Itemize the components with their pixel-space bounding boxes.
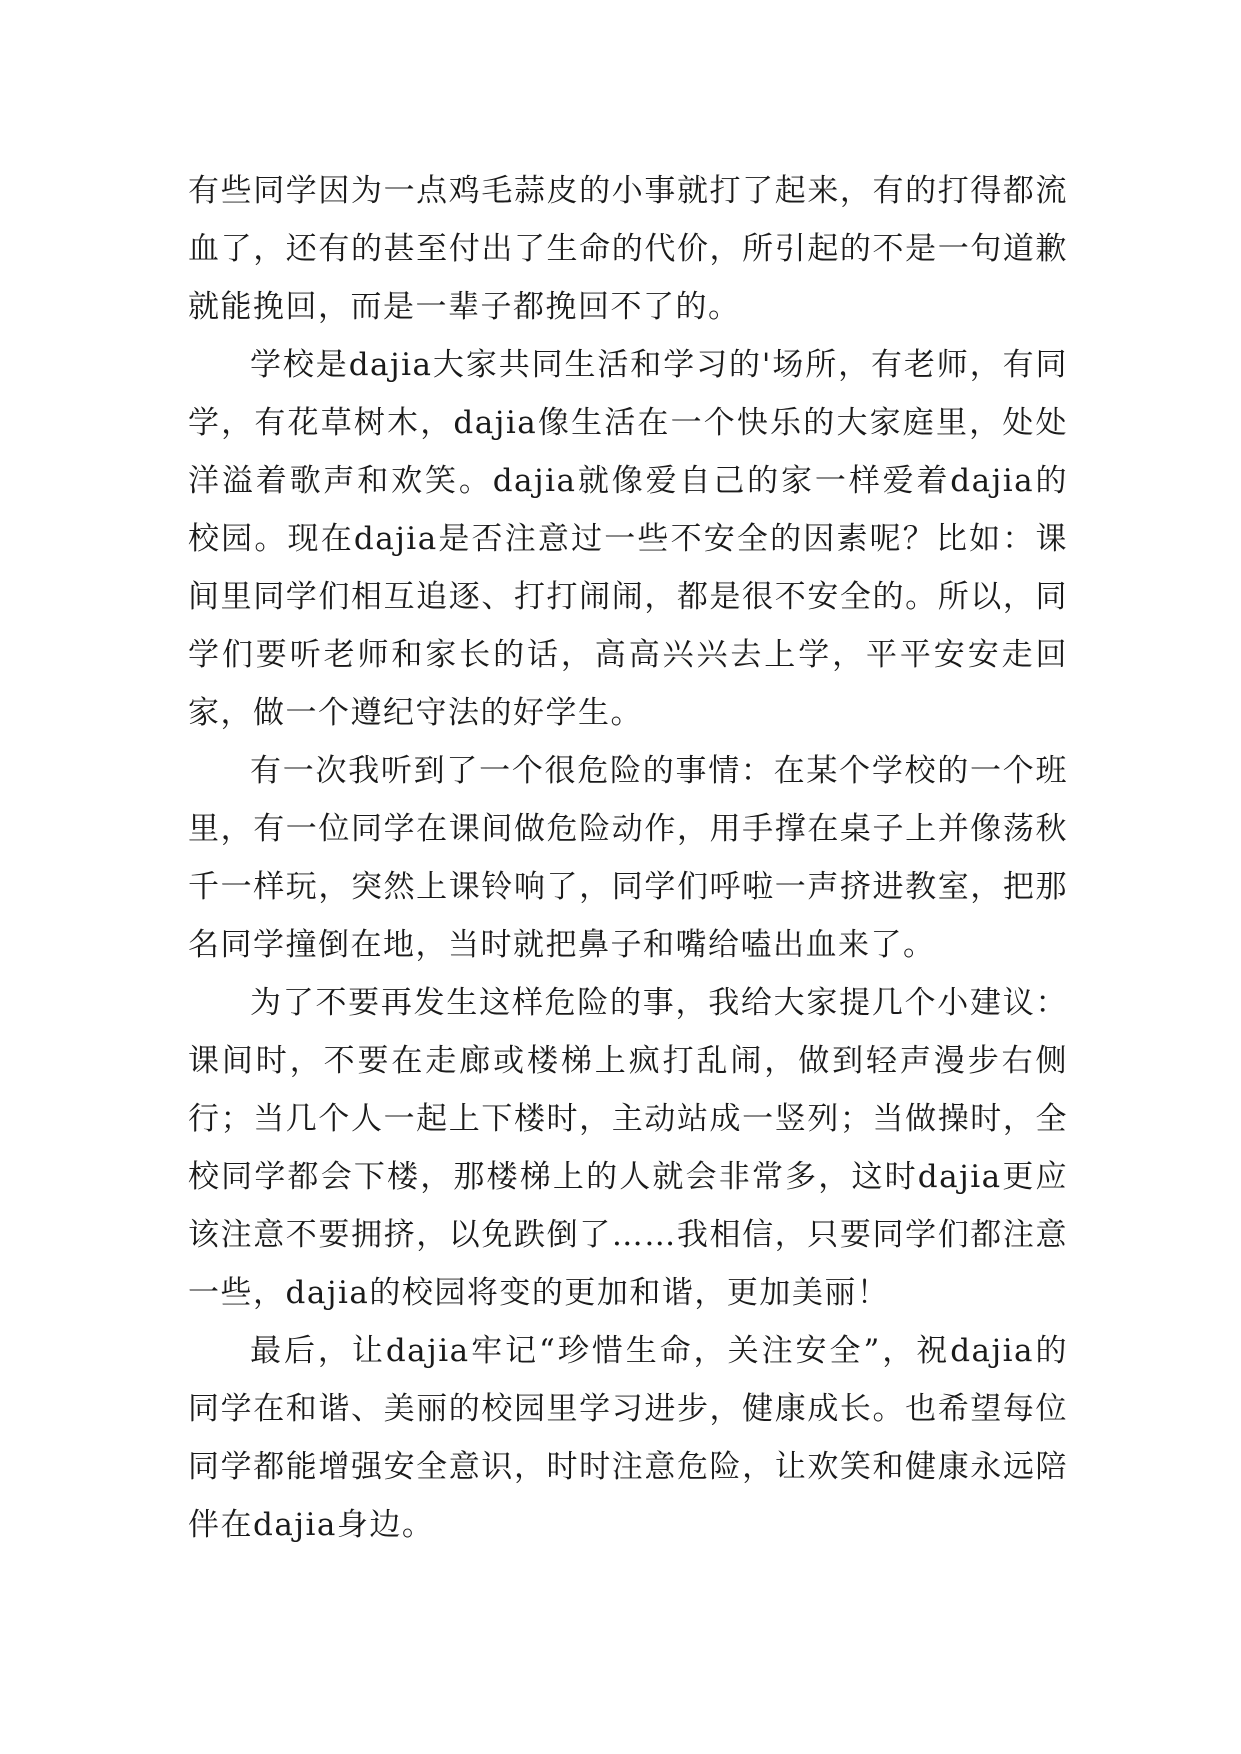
paragraph-school-description: 学校是dajia大家共同生活和学习的'场所，有老师，有同学，有花草树木，dajia像生活在一个快乐的大家庭里，处处洋溢着歌声和欢笑。dajia就像爱自己的家一样爱着dajia的校园。现在dajia是否注意过一些不安全的因素呢？比如：课间里同学们相互追逐、打打闹闹，都是很不安全的。所以，同学们要听老师和家长的话，高高兴兴去上学，平平安安走回家，做一个遵纪守法的好学生。 xyxy=(188,347,1068,731)
paragraph-suggestions: 为了不要再发生这样危险的事，我给大家提几个小建议：课间时，不要在走廊或楼梯上疯打乱闹，做到轻声漫步右侧行；当几个人一起上下楼时，主动站成一竖列；当做操时，全校同学都会下楼，那楼梯上的人就会非常多，这时dajia更应该注意不要拥挤，以免跌倒了……我相信，只要同学们都注意一些，dajia的校园将变的更加和谐，更加美丽！ xyxy=(188,985,1068,1311)
paragraph-dangerous-incident: 有一次我听到了一个很危险的事情：在某个学校的一个班里，有一位同学在课间做危险动作，用手撑在桌子上并像荡秋千一样玩，突然上课铃响了，同学们呼啦一声挤进教室，把那名同学撞倒在地，当时就把鼻子和嘴给嗑出血来了。 xyxy=(188,753,1068,963)
document-body xyxy=(188,162,1068,1554)
paragraph-conclusion: 最后，让dajia牢记“珍惜生命，关注安全”，祝dajia的同学在和谐、美丽的校园里学习进步，健康成长。也希望每位同学都能增强安全意识，时时注意危险，让欢笑和健康永远陪伴在dajia身边。 xyxy=(188,1333,1068,1543)
paragraph-continuation: 有些同学因为一点鸡毛蒜皮的小事就打了起来，有的打得都流血了，还有的甚至付出了生命的代价，所引起的不是一句道歉就能挽回，而是一辈子都挽回不了的。 xyxy=(188,173,1068,325)
